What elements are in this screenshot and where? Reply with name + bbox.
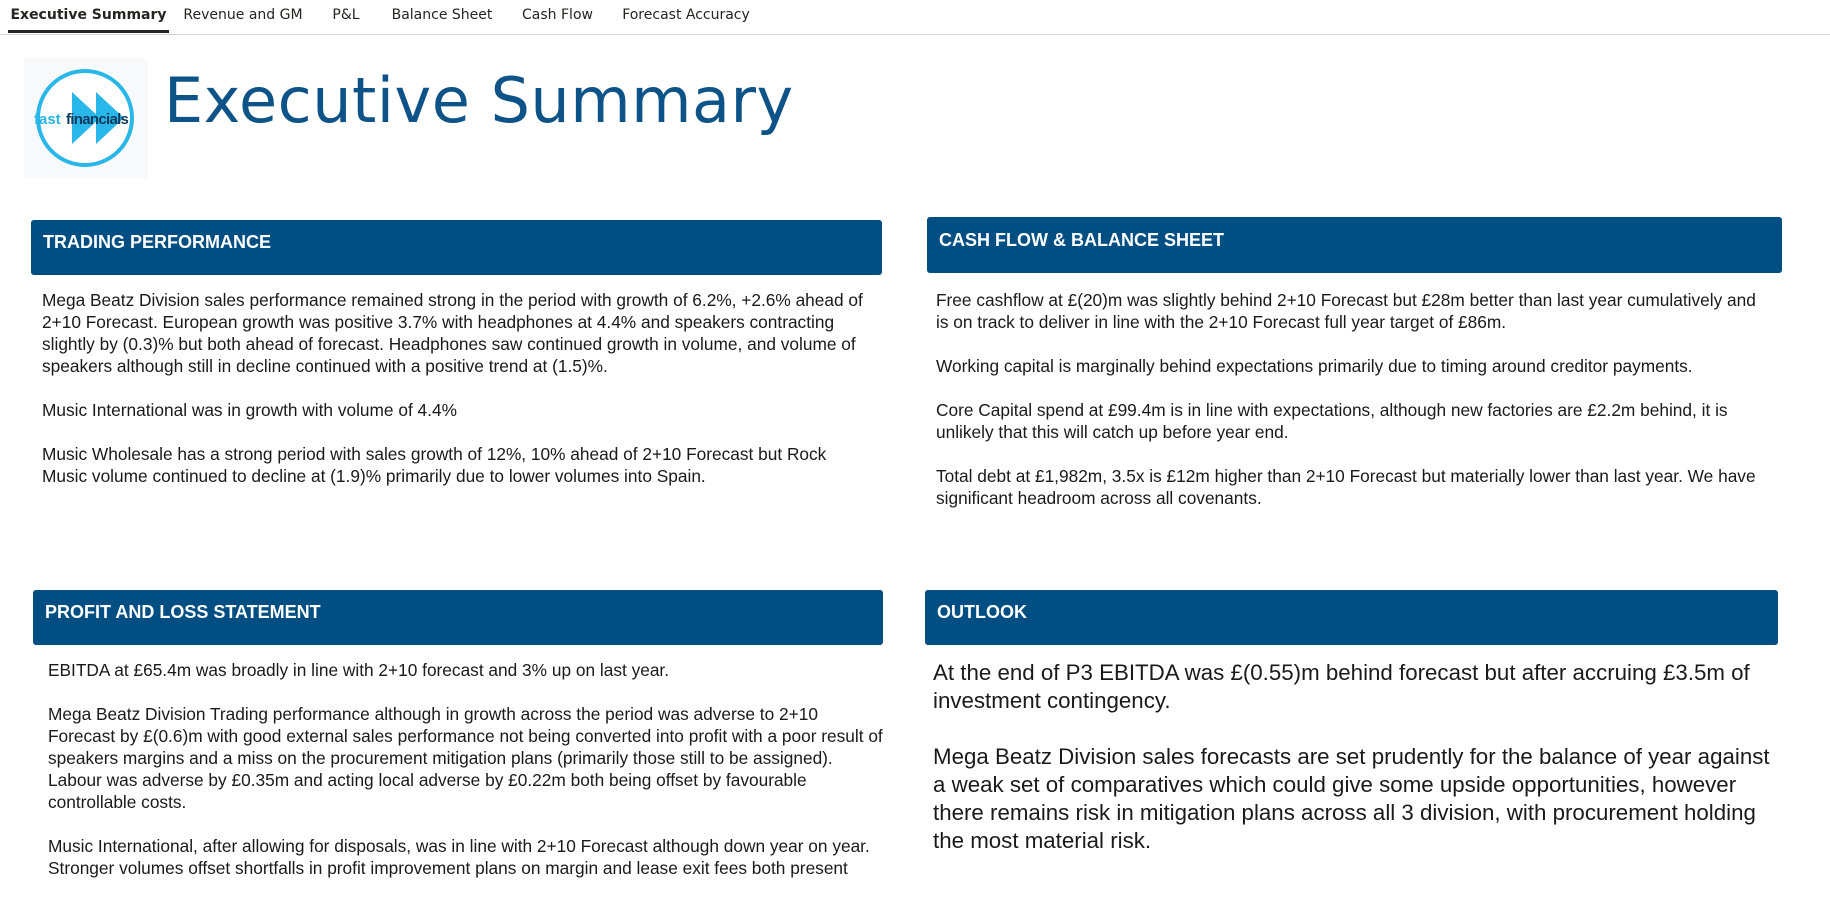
cash-flow-balance-sheet-header [927,217,1782,273]
tab-cash-flow[interactable]: Cash Flow [522,7,593,23]
trading-performance-header [31,220,882,275]
cash-flow-balance-sheet-text [936,289,1771,531]
tab-revenue-and-gm[interactable]: Revenue and GM [183,7,303,23]
company-logo [24,58,148,178]
fast-forward-icon [24,58,148,178]
svg-text:fast: fast [34,111,61,128]
paragraph: At the end of P3 EBITDA was £(0.55)m behind forecast but after accruing £3.5m of investment contingency. [933,660,1750,713]
paragraph: EBITDA at £65.4m was broadly in line with 2+10 forecast and 3% up on last year. [48,660,670,680]
cash-flow-balance-sheet-title: CASH FLOW & BALANCE SHEET [939,230,1224,250]
svg-text:financials: financials [66,111,129,128]
paragraph: Total debt at £1,982m, 3.5x is £12m higher than 2+10 Forecast but materially lower than last year. We have significant headroom across all covenants. [936,466,1756,508]
paragraph: Music Wholesale has a strong period with sales growth of 12%, 10% ahead of 2+10 Forecast but Rock Music volume continued to decline at (1.9)% primarily due to lower volumes into Spain. [42,444,827,486]
paragraph: Working capital is marginally behind expectations primarily due to timing around creditor payments. [936,356,1693,376]
tab-forecast-accuracy[interactable]: Forecast Accuracy [622,7,750,23]
tab-executive-summary[interactable]: Executive Summary [8,0,169,33]
tab-pnl[interactable]: P&L [332,7,360,23]
tab-balance-sheet[interactable]: Balance Sheet [391,7,493,23]
outlook-header [925,590,1778,645]
paragraph: Free cashflow at £(20)m was slightly behind 2+10 Forecast but £28m better than last year cumulatively and is on track to deliver in line with the 2+10 Forecast full year target of £86m. [936,290,1756,332]
outlook-text [933,659,1778,883]
paragraph: Mega Beatz Division Trading performance although in growth across the period was adverse to 2+10 Forecast by £(0.6)m with good external sales performance not being converted into profit with a poor result of speakers margins and a miss on the procurement mitigation plans (primarily those still to be assigned). Labour was adverse by £0.35m and acting local adverse by £0.22m both being offset by favourable controllable costs. [48,704,883,812]
profit-and-loss-title: PROFIT AND LOSS STATEMENT [45,602,321,622]
trading-performance-title: TRADING PERFORMANCE [43,232,271,252]
paragraph: Core Capital spend at £99.4m is in line with expectations, although new factories are £2.2m behind, it is unlikely that this will catch up before year end. [936,400,1728,442]
paragraph: Music International, after allowing for disposals, was in line with 2+10 Forecast although down year on year. Stronger volumes offset shortfalls in profit improvement plans on margin and lease exit fees both present [48,836,870,878]
trading-performance-text [42,289,872,509]
paragraph: Mega Beatz Division sales forecasts are set prudently for the balance of year against a weak set of comparatives which could give some upside opportunities, however there remains risk in mitigation plans across all 3 division, with procurement holding the most material risk. [933,744,1770,853]
profit-and-loss-text [48,659,886,901]
page-title: Executive Summary [164,64,794,137]
profit-and-loss-header [33,590,883,645]
paragraph: Mega Beatz Division sales performance remained strong in the period with growth of 6.2%, +2.6% ahead of 2+10 Forecast. European growth was positive 3.7% with headphones at 4.4% and speakers contracting slightly by (0.3)% but both ahead of forecast. Headphones saw continued growth in volume, and volume of speakers although still in decline continued with a positive trend at (1.5)%. [42,290,863,376]
paragraph: Music International was in growth with volume of 4.4% [42,400,457,420]
report-tab-bar [0,0,1830,35]
outlook-title: OUTLOOK [937,602,1027,622]
